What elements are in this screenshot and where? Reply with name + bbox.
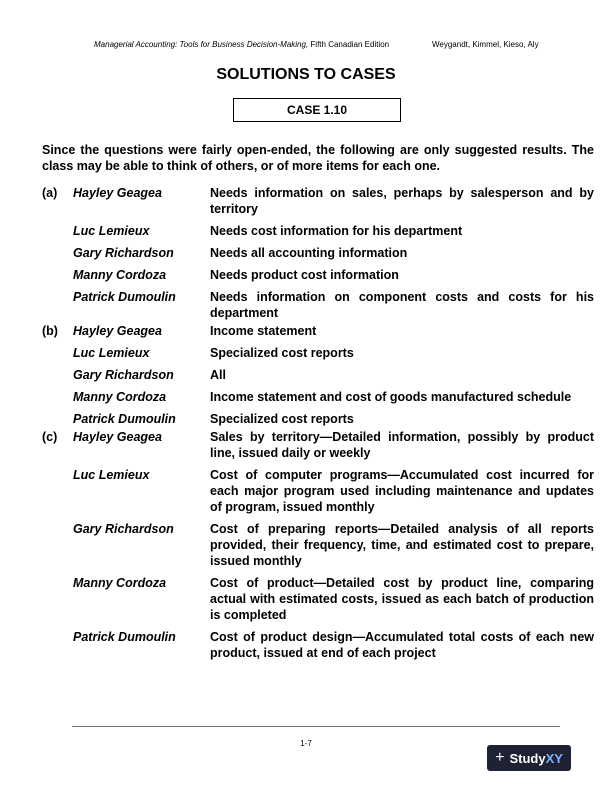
person-name: Hayley Geagea [73, 186, 162, 200]
information-description: Specialized cost reports [210, 412, 354, 426]
information-description: Cost of product design—Accumulated total costs of each new product, issued at end of each project [210, 630, 594, 660]
solution-entries [42, 185, 594, 661]
person-name: Patrick Dumoulin [73, 630, 176, 644]
case-label-box: CASE 1.10 [233, 98, 401, 122]
entry-row [42, 185, 594, 217]
studyxy-badge[interactable] [487, 745, 571, 771]
entry-row [42, 289, 594, 321]
person-name: Manny Cordoza [73, 576, 167, 590]
person-name: Manny Cordoza [73, 268, 167, 282]
badge-text-suffix: XY [545, 750, 563, 766]
intro-paragraph: Since the questions were fairly open-ended, the following are only suggested results. The class may be able to think of others, or of more items for each one. [42, 143, 594, 173]
part-label: (b) [42, 324, 58, 338]
entry-row [42, 367, 594, 383]
page-number: 1-7 [300, 739, 312, 748]
information-description: Sales by territory—Detailed information, possibly by product line, issued daily or weekly [210, 430, 594, 460]
page-title: SOLUTIONS TO CASES [216, 66, 396, 83]
information-description: Needs product cost information [210, 268, 399, 282]
information-description: Cost of preparing reports—Detailed analysis of all reports provided, their frequency, time, and estimated cost to prepare, issued monthly [210, 522, 594, 568]
information-description: Needs cost information for his department [210, 224, 463, 238]
entry-row [42, 345, 594, 361]
information-description: Needs information on component costs and costs for his department [210, 290, 594, 320]
person-name: Gary Richardson [73, 522, 174, 536]
footer-divider [72, 726, 560, 727]
authors: Weygandt, Kimmel, Kieso, Aly [432, 40, 539, 49]
entry-row [42, 267, 594, 283]
person-name: Luc Lemieux [73, 468, 150, 482]
person-name: Manny Cordoza [73, 390, 167, 404]
information-description: Income statement and cost of goods manufactured schedule [210, 390, 572, 404]
entry-row [42, 245, 594, 261]
entry-row [42, 429, 594, 461]
entry-row [42, 223, 594, 239]
information-description: All [210, 368, 226, 382]
entry-row [42, 521, 594, 569]
person-name: Hayley Geagea [73, 324, 162, 338]
person-name: Gary Richardson [73, 246, 174, 260]
entry-row [42, 389, 594, 405]
person-name: Gary Richardson [73, 368, 174, 382]
information-description: Cost of product—Detailed cost by product line, comparing actual with estimated costs, issued as each batch of production is completed [210, 576, 594, 622]
badge-text-prefix: Study [509, 750, 546, 766]
part-label: (a) [42, 186, 58, 200]
plus-icon: + [495, 749, 505, 766]
book-edition: Fifth Canadian Edition [308, 40, 390, 49]
part-label: (c) [42, 430, 58, 444]
entry-row [42, 411, 594, 427]
person-name: Luc Lemieux [73, 346, 150, 360]
information-description: Income statement [210, 324, 317, 338]
person-name: Luc Lemieux [73, 224, 150, 238]
person-name: Hayley Geagea [73, 430, 162, 444]
information-description: Cost of computer programs—Accumulated cost incurred for each major program used including maintenance and updates of program, issued monthly [210, 468, 594, 514]
entry-row [42, 575, 594, 623]
person-name: Patrick Dumoulin [73, 412, 176, 426]
entry-row [42, 467, 594, 515]
person-name: Patrick Dumoulin [73, 290, 176, 304]
entry-row [42, 323, 594, 339]
book-title: Managerial Accounting: Tools for Business Decision-Making, Fifth Canadian Edition [94, 40, 390, 49]
information-description: Needs all accounting information [210, 246, 408, 260]
information-description: Needs information on sales, perhaps by salesperson and by territory [210, 186, 594, 216]
information-description: Specialized cost reports [210, 346, 354, 360]
entry-row [42, 629, 594, 661]
